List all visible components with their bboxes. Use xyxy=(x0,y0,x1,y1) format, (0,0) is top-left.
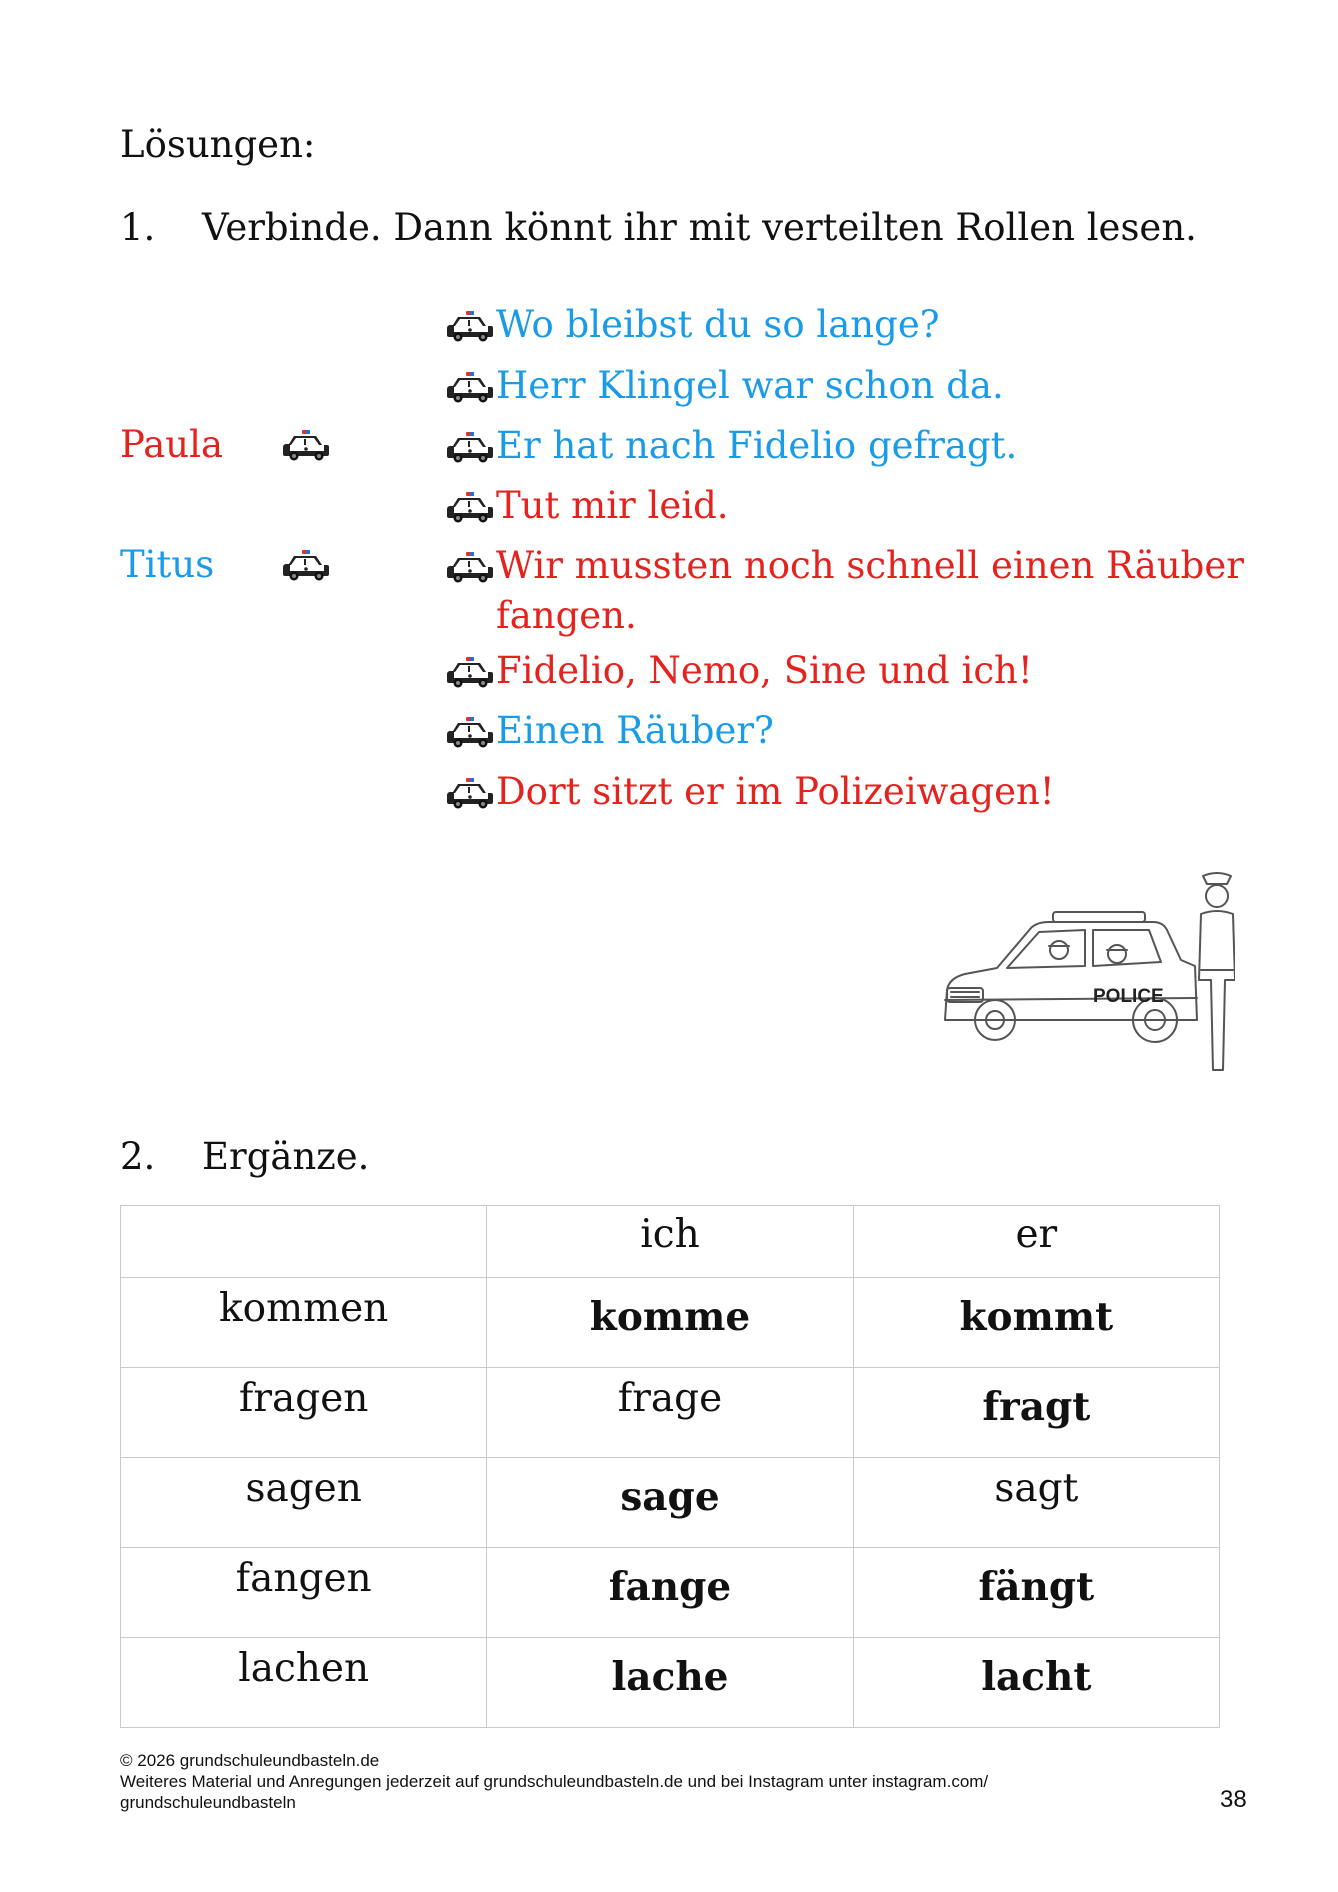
header-cell-empty xyxy=(121,1206,487,1278)
dialogue-line-text: Tut mir leid. xyxy=(496,484,729,527)
dialogue-line-text: Wo bleibst du so lange? xyxy=(496,303,940,346)
dialogue-line-text: Dort sitzt er im Polizeiwagen! xyxy=(496,770,1055,813)
task1-instruction: Verbinde. Dann könnt ihr mit verteilten Rollen lesen. xyxy=(202,206,1197,249)
page-title: Lösungen: xyxy=(120,123,316,166)
dialogue-line xyxy=(446,361,1004,411)
police-sign-label: POLICE xyxy=(1093,986,1164,1007)
verb-cell: sagen xyxy=(121,1458,487,1548)
footer-line: grundschuleundbasteln xyxy=(120,1793,296,1812)
ich-cell: fange xyxy=(487,1548,853,1638)
speaker-paula: Paula xyxy=(120,423,224,466)
er-cell: sagt xyxy=(853,1458,1219,1548)
dialogue-line xyxy=(446,541,1276,641)
dialogue-line-text: Fidelio, Nemo, Sine und ich! xyxy=(496,649,1033,692)
task2-number: 2. xyxy=(120,1135,156,1178)
police-illustration xyxy=(935,870,1235,1075)
ich-cell: frage xyxy=(487,1368,853,1458)
footer xyxy=(120,1750,988,1813)
police-car-icon xyxy=(446,715,494,749)
dialogue-line-text: Einen Räuber? xyxy=(496,709,774,752)
footer-line: Weiteres Material und Anregungen jederzeit auf grundschuleundbasteln.de und bei Instagram unter instagram.com/ xyxy=(120,1772,989,1791)
table-row xyxy=(121,1638,1220,1728)
er-cell: kommt xyxy=(853,1278,1219,1368)
dialogue-line xyxy=(446,421,1017,471)
police-car-icon xyxy=(446,776,494,810)
verb-cell: kommen xyxy=(121,1278,487,1368)
police-car-icon xyxy=(446,430,494,464)
footer-copyright: © 2026 grundschuleundbasteln.de xyxy=(120,1751,380,1770)
task1-number: 1. xyxy=(120,206,156,249)
verb-cell: fragen xyxy=(121,1368,487,1458)
page-number: 38 xyxy=(1220,1786,1247,1813)
header-cell-ich: ich xyxy=(487,1206,853,1278)
police-car-icon xyxy=(446,309,494,343)
header-cell-er: er xyxy=(853,1206,1219,1278)
verb-conjugation-table xyxy=(120,1205,1220,1728)
task2-instruction: Ergänze. xyxy=(202,1135,370,1178)
table-row xyxy=(121,1278,1220,1368)
dialogue-line-text: Herr Klingel war schon da. xyxy=(496,364,1004,407)
police-car-icon xyxy=(446,655,494,689)
police-car-icon xyxy=(446,490,494,524)
er-cell: lacht xyxy=(853,1638,1219,1728)
table-row xyxy=(121,1548,1220,1638)
er-cell: fragt xyxy=(853,1368,1219,1458)
police-car-icon xyxy=(282,548,330,582)
verb-cell: fangen xyxy=(121,1548,487,1638)
dialogue-line-text: Wir mussten noch schnell einen Räuber fangen. xyxy=(496,544,1244,637)
police-car-icon xyxy=(446,370,494,404)
table-header-row xyxy=(121,1206,1220,1278)
table-row xyxy=(121,1368,1220,1458)
speaker-titus: Titus xyxy=(120,543,215,586)
er-cell: fängt xyxy=(853,1548,1219,1638)
verb-cell: lachen xyxy=(121,1638,487,1728)
dialogue-line xyxy=(446,646,1033,696)
dialogue-line xyxy=(446,706,774,756)
dialogue-line-text: Er hat nach Fidelio gefragt. xyxy=(496,424,1018,467)
ich-cell: komme xyxy=(487,1278,853,1368)
table-row xyxy=(121,1458,1220,1548)
ich-cell: lache xyxy=(487,1638,853,1728)
police-car-icon xyxy=(282,428,330,462)
ich-cell: sage xyxy=(487,1458,853,1548)
police-car-icon xyxy=(446,550,494,584)
dialogue-line xyxy=(446,300,940,350)
dialogue-line xyxy=(446,767,1055,817)
dialogue-line xyxy=(446,481,729,531)
